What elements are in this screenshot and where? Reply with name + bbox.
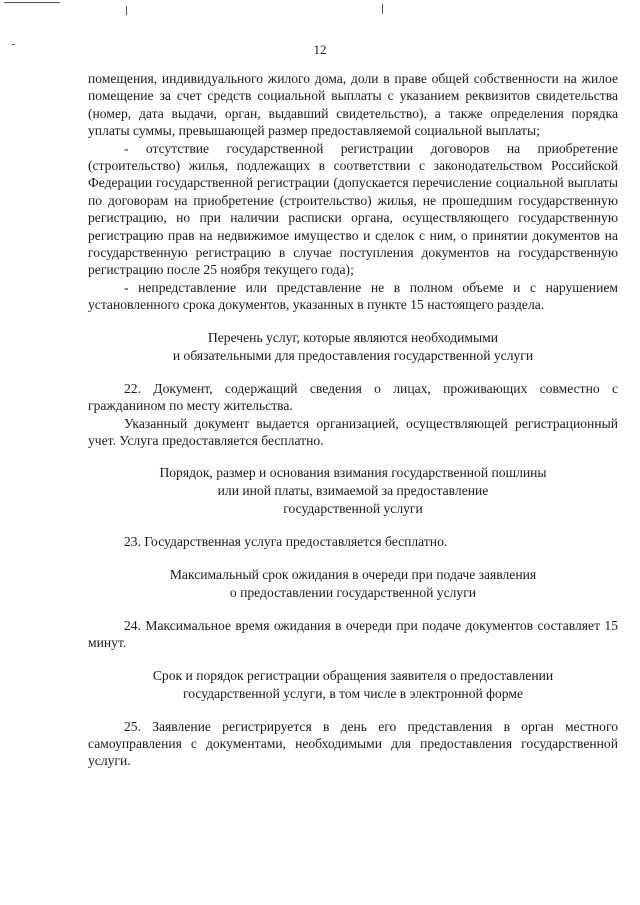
document-body	[88, 70, 618, 770]
heading-line: о предоставлении государственной услуги	[229, 584, 477, 600]
heading-line: государственной услуги, в том числе в электронной форме	[182, 685, 523, 701]
page-number: 12	[313, 42, 327, 57]
heading-line: и обязательными для предоставления государственной услуги	[172, 347, 534, 363]
section-heading-queue	[88, 566, 618, 602]
section-heading-registration	[88, 667, 618, 703]
paragraph-22-issuer: Указанный документ выдается организацией, осуществляющей регистрационный учет. Услуга предоставляется бесплатно.	[88, 415, 618, 448]
scan-mark-tick	[126, 6, 127, 15]
paragraph-non-submission: - непредставление или представление не в полном объеме и с нарушением установленного срока документов, указанных в пункте 15 настоящего раздела.	[88, 279, 618, 313]
paragraph-no-registration: - отсутствие государственной регистрации договоров на приобретение (строительство) жилья, подлежащих в соответствии с законодательством Российской Федерации государственной регистрации (допускается перечисление социальной выплаты по договорам на приобретение (строительство) жилья, не прошедшим государственную регистрацию, но при наличии расписки органа, осуществляющего государственную регистрацию прав на недвижимое имущество и сделок с ним, о принятии документов на государственную регистрацию в случае поступления документов на государственную регистрацию после 25 ноября текущего года);	[88, 140, 618, 278]
section-heading-fee	[88, 464, 618, 518]
paragraph-25: 25. Заявление регистрируется в день его представления в орган местного самоуправления с документами, необходимыми для предоставления государственной услуги.	[88, 718, 618, 769]
section-heading-services	[88, 329, 618, 365]
paragraph-22: 22. Документ, содержащий сведения о лицах, проживающих совместно с гражданином по месту жительства.	[88, 380, 618, 414]
heading-line: Максимальный срок ожидания в очереди при подаче заявления	[169, 566, 537, 582]
paragraph-23: 23. Государственная услуга предоставляется бесплатно.	[124, 534, 448, 550]
scan-mark-left	[4, 2, 60, 3]
paragraph-24: 24. Максимальное время ожидания в очереди при подаче документов составляет 15 минут.	[88, 617, 618, 651]
paragraph-continuation: помещения, индивидуального жилого дома, доли в праве общей собственности на жилое помещение за счет средств социальной выплаты с указанием реквизитов свидетельства (номер, дата выдачи, орган, выдавший свидетельство), а также определения порядка уплаты суммы, превышающей размер предоставляемой социальной выплаты;	[88, 71, 618, 139]
heading-line: Порядок, размер и основания взимания государственной пошлины	[159, 465, 547, 481]
heading-line: государственной услуги	[283, 501, 423, 517]
scan-mark-dot	[382, 4, 383, 14]
heading-line: или иной платы, взимаемой за предоставление	[217, 483, 489, 499]
heading-line: Срок и порядок регистрации обращения заявителя о предоставлении	[152, 667, 554, 683]
heading-line: Перечень услуг, которые являются необходимыми	[207, 329, 499, 345]
